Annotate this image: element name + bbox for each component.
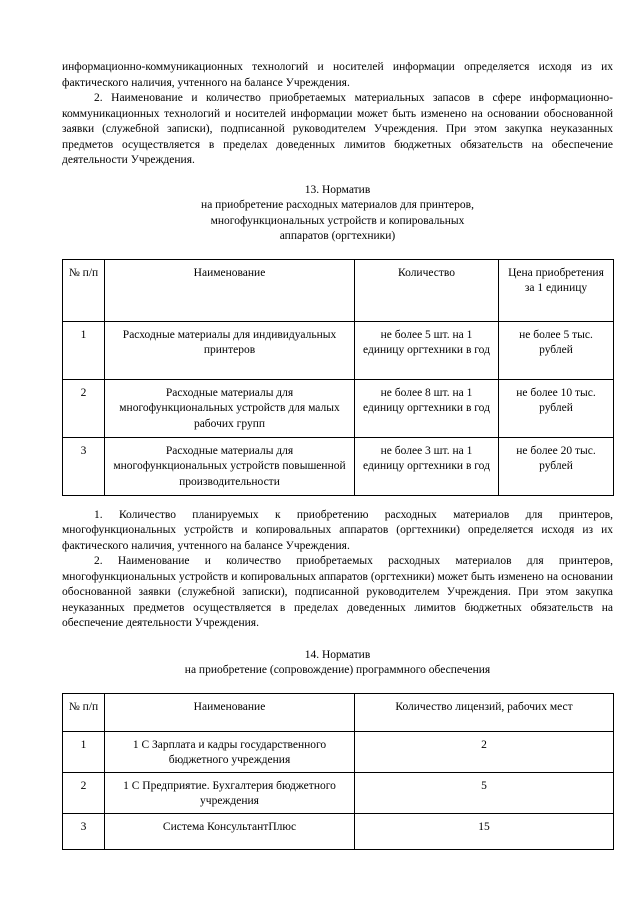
section-13-table bbox=[62, 259, 614, 496]
table-header-row bbox=[63, 259, 614, 321]
table-row bbox=[63, 731, 614, 772]
intro-paragraph-2: 2. Наименование и количество приобретаемых материальных запасов в сфере информационно-коммуникационных технологий и носителей информации может быть изменено на основании обоснованной заявки (служебной записки), подписанной руководителем Учреждения. При этом закупка неуказанных предметов осуществляется в пределах доведенных лимитов бюджетных обязательств на обеспечение деятельности Учреждения. bbox=[62, 92, 613, 166]
table-row bbox=[63, 813, 614, 849]
table-row bbox=[63, 321, 614, 379]
section-14-table bbox=[62, 693, 614, 850]
cell-name: Расходные материалы для многофункциональных устройств для малых рабочих групп bbox=[105, 379, 355, 437]
cell-name: Расходные материалы для индивидуальных принтеров bbox=[105, 321, 355, 379]
cell-name: 1 С Зарплата и кадры государственного бюджетного учреждения bbox=[105, 731, 355, 772]
section-13-subtitle-2: многофункциональных устройств и копировальных bbox=[210, 214, 465, 227]
cell-name: 1 С Предприятие. Бухгалтерия бюджетного учреждения bbox=[105, 772, 355, 813]
header-num: № п/п bbox=[63, 693, 105, 731]
section-14-subtitle: на приобретение (сопровождение) программного обеспечения bbox=[184, 664, 491, 676]
section-14-heading: 14. Норматив bbox=[304, 648, 371, 661]
header-num: № п/п bbox=[63, 259, 105, 321]
header-licenses: Количество лицензий, рабочих мест bbox=[355, 693, 614, 731]
intro-paragraph-1: информационно-коммуникационных технологий и носителей информации определяется исходя из их фактического наличия, учтенного на балансе Учреждения. bbox=[62, 61, 613, 89]
cell-qty: 15 bbox=[355, 813, 614, 849]
cell-qty: не более 3 шт. на 1 единицу оргтехники в год bbox=[355, 437, 499, 495]
cell-price: не более 20 тыс. рублей bbox=[499, 437, 614, 495]
cell-name: Расходные материалы для многофункциональных устройств повышенной производительности bbox=[105, 437, 355, 495]
cell-num: 3 bbox=[63, 813, 105, 849]
table-row bbox=[63, 772, 614, 813]
section-13-subtitle-3: аппаратов (оргтехники) bbox=[279, 230, 396, 242]
cell-price: не более 5 тыс. рублей bbox=[499, 321, 614, 379]
section-13-note-2: 2. Наименование и количество приобретаемых расходных материалов для принтеров, многофункциональных устройств и копировальных аппаратов (оргтехники) может быть изменено на основании обоснованной заявки (служебной записки), подписанной руководителем Учреждения. При этом закупка неуказанных предметов осуществляется в пределах доведенных лимитов бюджетных обязательств на обеспечение деятельности Учреждения. bbox=[62, 555, 613, 629]
cell-num: 1 bbox=[63, 321, 105, 379]
cell-price: не более 10 тыс. рублей bbox=[499, 379, 614, 437]
header-price: Цена приобретения за 1 единицу bbox=[499, 259, 614, 321]
section-13-subtitle-1: на приобретение расходных материалов для принтеров, bbox=[201, 199, 474, 211]
table-row bbox=[63, 379, 614, 437]
header-qty: Количество bbox=[355, 259, 499, 321]
document-page bbox=[62, 60, 613, 850]
table-row bbox=[63, 437, 614, 495]
section-13-title bbox=[62, 183, 613, 245]
table-header-row bbox=[63, 693, 614, 731]
cell-num: 2 bbox=[63, 379, 105, 437]
cell-num: 3 bbox=[63, 437, 105, 495]
cell-name: Система КонсультантПлюс bbox=[105, 813, 355, 849]
header-name: Наименование bbox=[105, 259, 355, 321]
section-13-heading: 13. Норматив bbox=[304, 183, 371, 196]
cell-qty: 2 bbox=[355, 731, 614, 772]
cell-num: 2 bbox=[63, 772, 105, 813]
cell-qty: 5 bbox=[355, 772, 614, 813]
section-14-title bbox=[62, 648, 613, 679]
cell-num: 1 bbox=[63, 731, 105, 772]
section-13-note-1: 1. Количество планируемых к приобретению расходных материалов для принтеров, многофункциональных устройств и копировальных аппаратов (оргтехники) определяется исходя из их фактического наличия, учтенного на балансе Учреждения. bbox=[62, 508, 613, 552]
cell-qty: не более 5 шт. на 1 единицу оргтехники в год bbox=[355, 321, 499, 379]
header-name: Наименование bbox=[105, 693, 355, 731]
cell-qty: не более 8 шт. на 1 единицу оргтехники в год bbox=[355, 379, 499, 437]
